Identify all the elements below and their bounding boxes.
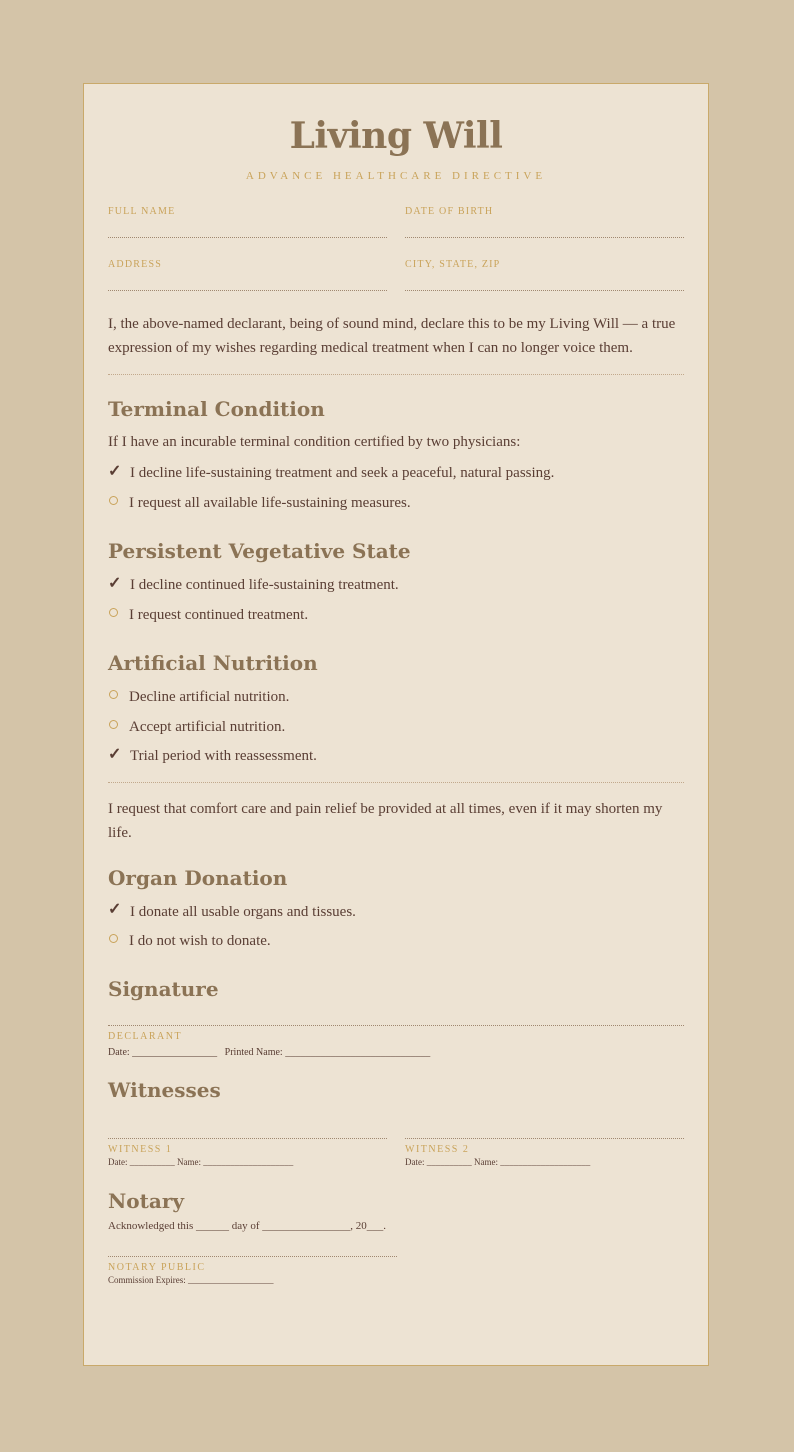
- empty-circle-icon: [109, 720, 118, 729]
- notary-details: Commission Expires: ___________________: [108, 1274, 274, 1285]
- document-subtitle: ADVANCE HEALTHCARE DIRECTIVE: [245, 170, 547, 182]
- checkmark-icon: ✓: [108, 901, 122, 919]
- witnesses-heading: Witnesses: [108, 1077, 221, 1102]
- declarant-fields: [108, 206, 684, 312]
- organ-heading: Organ Donation: [108, 865, 288, 890]
- nutrition-options: [108, 683, 684, 772]
- terminal-option-2[interactable]: [108, 489, 684, 519]
- nutrition-option-label: Accept artificial nutrition.: [129, 718, 286, 735]
- living-will-document: [83, 83, 709, 1366]
- organ-option-1[interactable]: [108, 898, 684, 928]
- full-name-line[interactable]: [108, 237, 387, 238]
- address-label: ADDRESS: [108, 259, 162, 270]
- full-name-field[interactable]: [108, 206, 387, 259]
- checkmark-icon: ✓: [108, 574, 122, 592]
- address-line[interactable]: [108, 290, 387, 291]
- date-of-birth-label: DATE OF BIRTH: [405, 206, 494, 217]
- declarant-details: Date: _________________ Printed Name: _____________________________: [108, 1046, 431, 1058]
- checkmark-icon: ✓: [108, 462, 122, 480]
- notary-label: NOTARY PUBLIC: [108, 1261, 206, 1273]
- empty-circle-icon: [109, 496, 118, 505]
- vegetative-option-label: I request continued treatment.: [129, 606, 309, 623]
- vegetative-heading: Persistent Vegetative State: [108, 539, 411, 563]
- nutrition-option-1[interactable]: [108, 683, 684, 713]
- terminal-options: [108, 459, 684, 518]
- date-of-birth-field[interactable]: [405, 206, 684, 259]
- witness-1-details: Date: __________ Name: ____________________: [108, 1156, 294, 1167]
- section-divider: [108, 374, 684, 375]
- declarant-label: DECLARANT: [108, 1030, 183, 1042]
- vegetative-option-1[interactable]: [108, 571, 684, 601]
- witness-2: [405, 1123, 684, 1167]
- terminal-option-label: I request all available life-sustaining measures.: [129, 494, 411, 511]
- empty-circle-icon: [109, 934, 118, 943]
- address-field[interactable]: [108, 259, 387, 312]
- witnesses-block: [108, 1123, 684, 1167]
- witness-2-details: Date: __________ Name: ____________________: [405, 1156, 591, 1167]
- terminal-option-label: I decline life-sustaining treatment and seek a peaceful, natural passing.: [130, 465, 555, 482]
- vegetative-option-2[interactable]: [108, 601, 684, 631]
- notary-signature-line[interactable]: [108, 1256, 397, 1257]
- date-of-birth-line[interactable]: [405, 237, 684, 238]
- terminal-prompt: If I have an incurable terminal condition certified by two physicians:: [108, 434, 521, 450]
- organ-option-label: I donate all usable organs and tissues.: [130, 903, 356, 920]
- nutrition-option-3[interactable]: [108, 742, 684, 772]
- city-state-zip-field[interactable]: [405, 259, 684, 312]
- terminal-heading: Terminal Condition: [108, 397, 325, 421]
- city-state-zip-label: CITY, STATE, ZIP: [405, 259, 501, 270]
- empty-circle-icon: [109, 608, 118, 617]
- witness-2-label: WITNESS 2: [405, 1143, 470, 1155]
- nutrition-heading: Artificial Nutrition: [108, 651, 318, 675]
- signature-heading: Signature: [108, 976, 219, 1001]
- notary-acknowledgement: Acknowledged this ______ day of ________________, 20___.: [108, 1219, 387, 1232]
- organ-option-label: I do not wish to donate.: [129, 933, 271, 950]
- notary-heading: Notary: [108, 1188, 184, 1213]
- organ-options: [108, 898, 684, 957]
- city-state-zip-line[interactable]: [405, 290, 684, 291]
- document-title: Living Will: [289, 115, 503, 157]
- terminal-option-1[interactable]: [108, 459, 684, 489]
- full-name-label: FULL NAME: [108, 206, 176, 217]
- organ-option-2[interactable]: [108, 927, 684, 957]
- nutrition-option-label: Decline artificial nutrition.: [129, 689, 290, 706]
- empty-circle-icon: [109, 690, 118, 699]
- witness-1-label: WITNESS 1: [108, 1143, 173, 1155]
- intro-paragraph: I, the above-named declarant, being of sound mind, declare this to be my Living Will — a true expression of my wishes regarding medical treatment when I can no longer voice them.: [108, 316, 676, 356]
- witness-1-signature-line[interactable]: [108, 1138, 387, 1139]
- declarant-signature-line[interactable]: [108, 1025, 684, 1026]
- vegetative-options: [108, 571, 684, 630]
- witness-2-signature-line[interactable]: [405, 1138, 684, 1139]
- section-divider: [108, 782, 684, 783]
- checkmark-icon: ✓: [108, 745, 122, 763]
- witness-1: [108, 1123, 387, 1167]
- nutrition-option-label: Trial period with reassessment.: [130, 748, 317, 765]
- comfort-care-paragraph: I request that comfort care and pain relief be provided at all times, even if it may shorten my life.: [108, 800, 663, 841]
- nutrition-option-2[interactable]: [108, 713, 684, 743]
- vegetative-option-label: I decline continued life-sustaining treatment.: [130, 577, 399, 594]
